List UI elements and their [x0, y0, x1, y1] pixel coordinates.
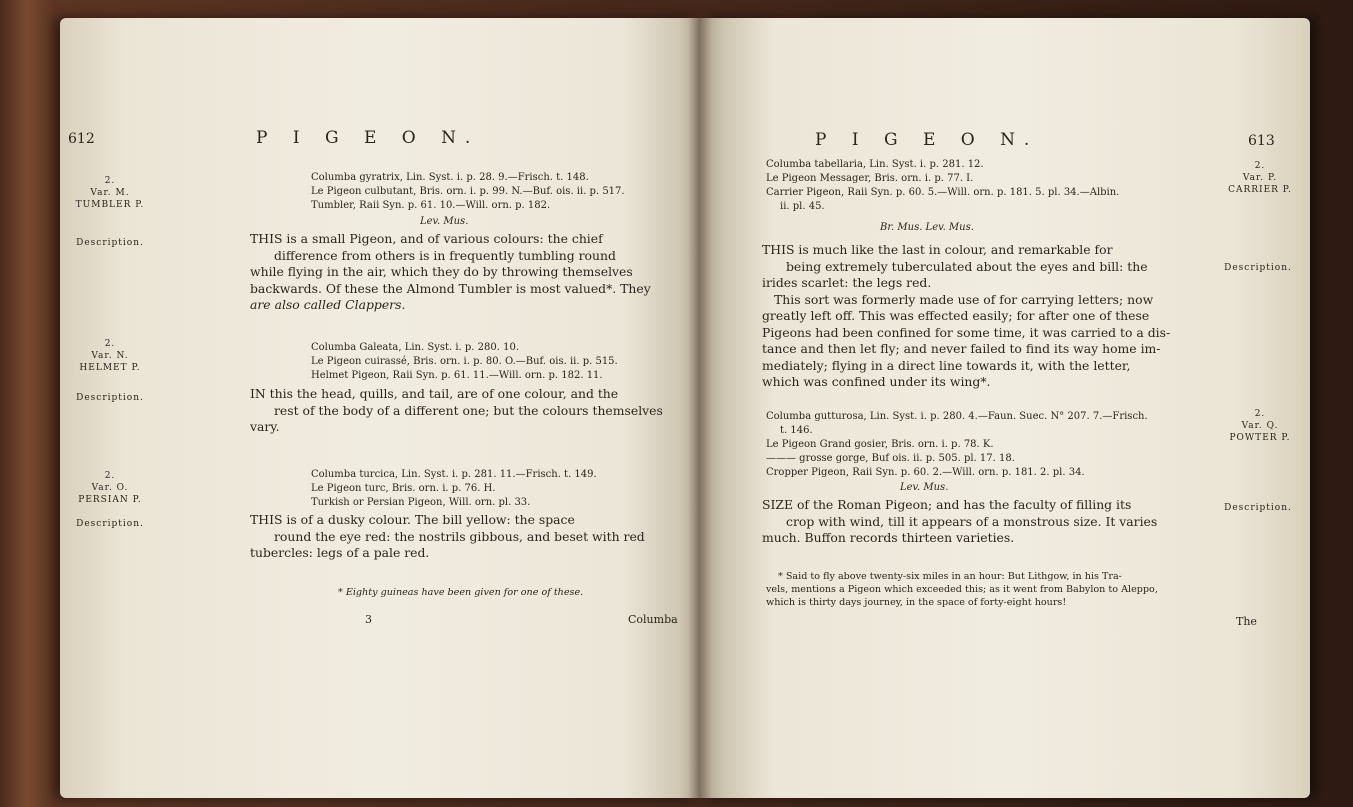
margin-note-tumbler: 2. Var. M. TUMBLER P. [75, 176, 145, 210]
description-label: Description. [76, 393, 144, 403]
book-gutter [688, 18, 712, 798]
running-head-right: P I G E O N. [815, 130, 1040, 150]
right-page [700, 18, 1310, 798]
page-number-left: 612 [68, 131, 95, 147]
collection-note-tumbler: Lev. Mus. [420, 216, 469, 227]
collection-note-carrier: Br. Mus. Lev. Mus. [880, 222, 974, 233]
citation-block-helmet: Columba Galeata, Lin. Syst. i. p. 280. 10. Le Pigeon cuirassé, Bris. orn. i. p. 80. O.—Buf. ois. ii. p. 515. Helmet Pigeon, Raii Syn. p. 61. 11.—Will. orn. p. 182. 11. [311, 342, 618, 381]
signature-mark: 3 [365, 613, 372, 626]
description-label: Description. [76, 238, 144, 248]
paragraph-persian: THIS is of a dusky colour. The bill yellow: the space round the eye red: the nostrils gibbous, and beset with red tubercles: legs of a pale red. [250, 512, 645, 560]
citation-block-tumbler: Columba gyratrix, Lin. Syst. i. p. 28. 9.—Frisch. t. 148. Le Pigeon culbutant, Bris. orn. i. p. 99. N.—Buf. ois. ii. p. 517. Tumbler, Raii Syn. p. 61. 10.—Will. orn. p. 182. [311, 172, 625, 211]
paragraph-tumbler: THIS is a small Pigeon, and of various colours: the chief difference from others is in frequently tumbling round while flying in the air, which they do by throwing themselves backwards. Of these the Almond Tumbler is most valued*. They are also called Clappers. [250, 231, 651, 312]
margin-note-carrier: 2. Var. P. CARRIER P. [1228, 161, 1292, 195]
description-label: Description. [76, 519, 144, 529]
running-head-left: P I G E O N. [256, 128, 481, 148]
citation-block-carrier: Columba tabellaria, Lin. Syst. i. p. 281. 12. Le Pigeon Messager, Bris. orn. i. p. 77. I. Carrier Pigeon, Raii Syn. p. 60. 5.—Will. orn. p. 181. 5. pl. 34.—Albin. ii. pl. 45. [766, 159, 1120, 212]
margin-note-persian: 2. Var. O. PERSIAN P. [78, 471, 142, 505]
citation-block-persian: Columba turcica, Lin. Syst. i. p. 281. 11.—Frisch. t. 149. Le Pigeon turc, Bris. orn. i. p. 76. H. Turkish or Persian Pigeon, Will. orn. pl. 33. [311, 469, 597, 508]
footnote-left: * Eighty guineas have been given for one of these. [338, 587, 584, 598]
margin-note-helmet: 2. Var. N. HELMET P. [79, 339, 141, 373]
paragraph-carrier: THIS is much like the last in colour, and remarkable for being extremely tuberculated about the eyes and bill: the irides scarlet: the legs red. This sort was formerly made use of for carrying letters; now greatly left off. This was effected easily; for after one of these Pigeons had been confined for some time, it was carried to a dis- tance and then let fly; and never failed to find its way home im- mediately; flying in a direct line towards it, with the letter, which was confined under its wing*. [762, 242, 1171, 389]
left-page [60, 18, 700, 798]
margin-note-powter: 2. Var. Q. POWTER P. [1229, 409, 1291, 443]
description-label: Description. [1224, 503, 1292, 513]
footnote-right: * Said to fly above twenty-six miles in an hour: But Lithgow, in his Tra- vels, mentions a Pigeon which exceeded this; as it went from Babylon to Aleppo, which is thirty days journey, in the space of forty-eight hours! [766, 571, 1158, 608]
description-label: Description. [1224, 263, 1292, 273]
catchword-right: The [1236, 615, 1257, 628]
paragraph-helmet: IN this the head, quills, and tail, are of one colour, and the rest of the body of a different one; but the colours themselves vary. [250, 386, 663, 434]
citation-block-powter: Columba gutturosa, Lin. Syst. i. p. 280. 4.—Faun. Suec. N° 207. 7.—Frisch. t. 146. Le Pigeon Grand gosier, Bris. orn. i. p. 78. K. ——— grosse gorge, Buf ois. ii. p. 505. pl. 17. 18. Cropper Pigeon, Raii Syn. p. 60. 2.—Will. orn. p. 181. 2. pl. 34. [766, 411, 1148, 478]
paragraph-powter: SIZE of the Roman Pigeon; and has the faculty of filling its crop with wind, till it appears of a monstrous size. It varies much. Buffon records thirteen varieties. [762, 497, 1158, 545]
collection-note-powter: Lev. Mus. [900, 482, 949, 493]
page-number-right: 613 [1248, 133, 1275, 149]
catchword-left: Columba [628, 613, 678, 626]
